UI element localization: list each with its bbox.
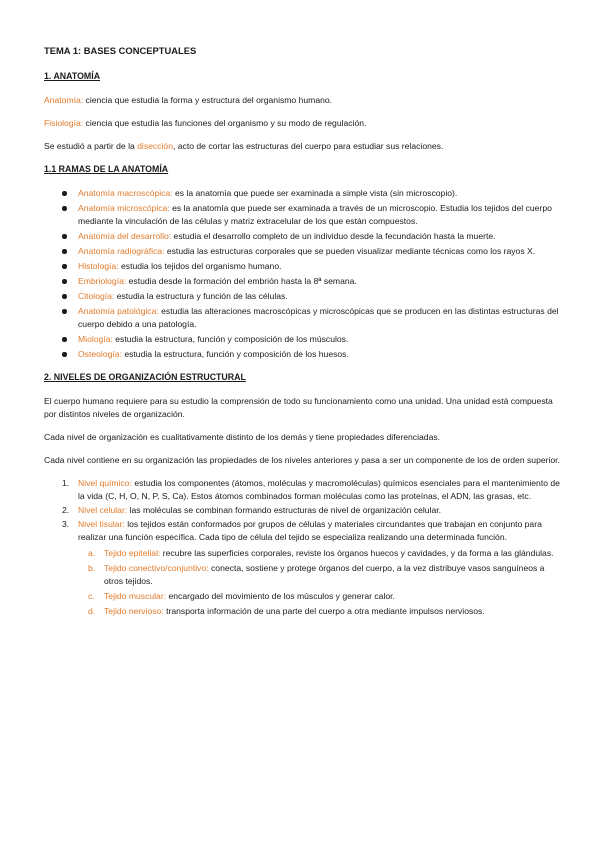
- lettered-item: [88, 605, 564, 618]
- list-item-text: es la anatomía que puede ser examinada a través de un microscopio. Estudia los tejidos del cuerpo mediante la vinculación de las células y matriz extracelular de los que están compuestos.: [78, 203, 552, 226]
- list-item-term: Anatomía patológica:: [78, 306, 159, 316]
- item-letter: a.: [88, 548, 96, 558]
- definition-fisiologia: [44, 117, 564, 130]
- paragraph: Cada nivel contiene en su organización las propiedades de los niveles anteriores y pasa a ser un componente de los de orden superior.: [44, 455, 560, 465]
- list-item-text: estudia desde la formación del embrión hasta la 8ª semana.: [126, 276, 357, 286]
- list-item-text: estudia la estructura, función y composición de los músculos.: [112, 334, 349, 344]
- list-item-term: Tejido muscular:: [104, 591, 167, 601]
- item-number: 3.: [62, 519, 70, 529]
- list-item-term: Osteología:: [78, 349, 122, 359]
- list-item: [78, 305, 564, 331]
- list-item-term: Nivel químico:: [78, 478, 132, 488]
- list-item-text: estudia la estructura, función y composición de los huesos.: [121, 349, 349, 359]
- list-item: [78, 333, 564, 346]
- list-item: [78, 348, 564, 361]
- list-item-term: Tejido conectivo/conjuntivo:: [104, 563, 209, 573]
- definition-text: ciencia que estudia la forma y estructura del organismo humano.: [83, 95, 333, 105]
- paragraph-text: , acto de cortar las estructuras del cuerpo para estudiar sus relaciones.: [172, 141, 444, 151]
- list-item-text: recubre las superficies corporales, reviste los órganos huecos y cavidades, y da forma a las glándulas.: [160, 548, 554, 558]
- list-item-term: Anatomía del desarrollo:: [78, 231, 172, 241]
- item-number: 2.: [62, 505, 70, 515]
- list-item-term: Anatomía macroscópica:: [78, 188, 173, 198]
- term-fisiologia: Fisiología:: [44, 118, 84, 128]
- list-item-text: transporta información de una parte del cuerpo a otra mediante impulsos nerviosos.: [163, 606, 485, 616]
- list-item-term: Citología:: [78, 291, 115, 301]
- list-item-term: Anatomía radiográfica:: [78, 246, 165, 256]
- list-item: [78, 245, 564, 258]
- list-item: [78, 202, 564, 228]
- lettered-item: [88, 590, 564, 603]
- list-item-term: Histología:: [78, 261, 119, 271]
- list-item-text: estudia la estructura y función de las células.: [114, 291, 288, 301]
- lettered-item: [88, 562, 564, 588]
- section-heading-ramas: 1.1 RAMAS DE LA ANATOMÍA: [44, 164, 169, 174]
- numbered-item: [62, 504, 564, 517]
- term-diseccion: disección: [137, 141, 173, 151]
- document-content: [44, 44, 564, 620]
- list-item-text: es la anatomía que puede ser examinada a simple vista (sin microscopio).: [172, 188, 458, 198]
- item-letter: d.: [88, 606, 96, 616]
- list-item-term: Miología:: [78, 334, 113, 344]
- paragraph-text: Se estudió a partir de la: [44, 141, 138, 151]
- list-item-text: encargado del movimiento de los músculos y generar calor.: [166, 591, 395, 601]
- list-item: [78, 187, 564, 200]
- list-item-text: estudia los tejidos del organismo humano.: [118, 261, 282, 271]
- list-item-term: Nivel celular:: [78, 505, 128, 515]
- paragraph: Cada nivel de organización es cualitativamente distinto de los demás y tiene propiedades diferenciadas.: [44, 432, 441, 442]
- ramas-list: [44, 187, 564, 361]
- list-item: [78, 230, 564, 243]
- item-letter: b.: [88, 563, 96, 573]
- list-item-term: Embriología:: [78, 276, 127, 286]
- list-item-text: estudia las estructuras corporales que se pueden visualizar mediante técnicas como los rayos X.: [164, 246, 536, 256]
- numbered-item: [62, 518, 564, 618]
- document-title: TEMA 1: BASES CONCEPTUALES: [44, 45, 197, 56]
- list-item-text: los tejidos están conformados por grupos de células y materiales circundantes que trabajan en conjunto para realizar una función específica. Cada tipo de célula del tejido se especializa realizando una determinada función.: [78, 519, 542, 542]
- list-item-text: estudia los componentes (átomos, moléculas y macromoléculas) químicos esenciales para el mantenimiento de la vida (C, H, O, N, P, S, Ca). Estos átomos combinados forman moléculas como las proteínas, el ADN, las grasas, etc.: [78, 478, 560, 501]
- diseccion-paragraph: [44, 140, 564, 153]
- list-item-text: conecta, sostiene y protege órganos del cuerpo, a la vez distribuye vasos sanguíneos a otros tejidos.: [104, 563, 545, 586]
- list-item-term: Nivel tisular:: [78, 519, 125, 529]
- section-heading-niveles: 2. NIVELES DE ORGANIZACIÓN ESTRUCTURAL: [44, 372, 246, 382]
- paragraph: El cuerpo humano requiere para su estudio la comprensión de todo su funcionamiento como una unidad. Una unidad está compuesta por distintos niveles de organización.: [44, 396, 553, 419]
- item-letter: c.: [88, 591, 95, 601]
- section-heading-anatomia: 1. ANATOMÍA: [44, 71, 101, 81]
- list-item-term: Anatomía microscópica:: [78, 203, 170, 213]
- tejidos-list: [78, 547, 564, 618]
- niveles-list: [44, 477, 564, 618]
- list-item: [78, 275, 564, 288]
- list-item-text: estudia el desarrollo completo de un individuo desde la fecundación hasta la muerte.: [171, 231, 496, 241]
- list-item-text: estudia las alteraciones macroscópicas y microscópicas que se producen en las distintas estructuras del cuerpo debido a una patología.: [78, 306, 559, 329]
- list-item-term: Tejido nervioso:: [104, 606, 164, 616]
- list-item: [78, 290, 564, 303]
- definition-anatomia: [44, 94, 564, 107]
- list-item-text: las moléculas se combinan formando estructuras de nivel de organización celular.: [127, 505, 442, 515]
- item-number: 1.: [62, 478, 70, 488]
- lettered-item: [88, 547, 564, 560]
- definition-text: ciencia que estudia las funciones del organismo y su modo de regulación.: [83, 118, 367, 128]
- numbered-item: [62, 477, 564, 503]
- term-anatomia: Anatomía:: [44, 95, 84, 105]
- list-item: [78, 260, 564, 273]
- list-item-term: Tejido epitelial:: [104, 548, 161, 558]
